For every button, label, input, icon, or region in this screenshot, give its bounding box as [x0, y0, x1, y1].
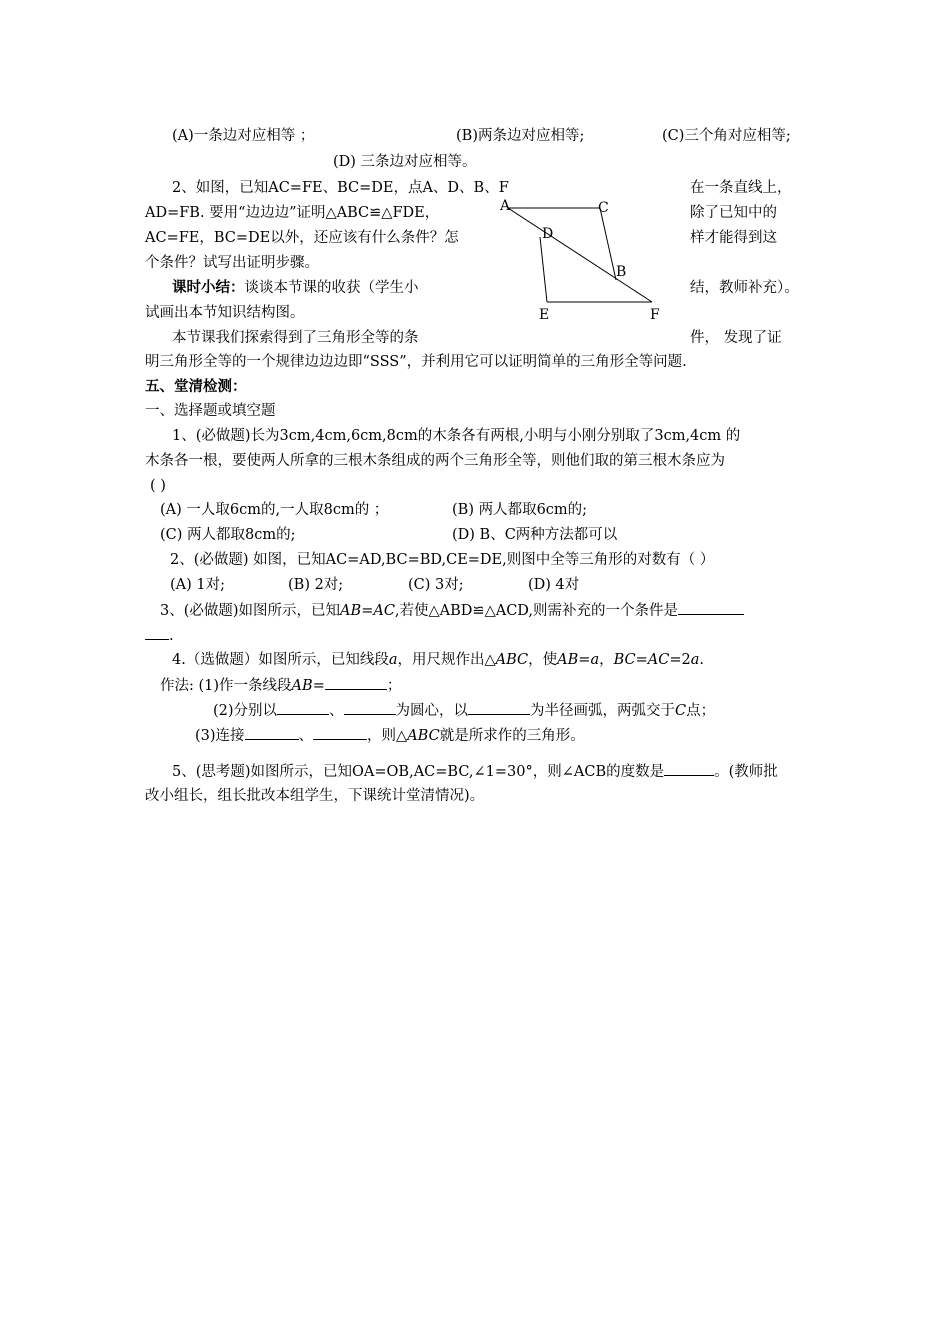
t4-m2-mid: 为圆心，以: [395, 703, 469, 719]
t4-eq2: =: [635, 652, 648, 668]
t3-ac: AC: [373, 603, 395, 619]
t4-method-line1: [160, 675, 401, 696]
t5-post: 。(教师批: [714, 764, 778, 780]
t4-m3-end: 就是所求作的三角形。: [439, 728, 585, 744]
option-b-prev: (B)两条边对应相等;: [456, 128, 585, 144]
t3-text-pre: 3、(必做题)如图所示，已知: [160, 603, 341, 619]
t4-eq3: =2: [669, 652, 691, 668]
t4-bc: BC: [613, 652, 636, 668]
label-a: A: [500, 198, 511, 214]
t4-m1-pre: (1)作一条线段: [198, 678, 292, 694]
t4-m3-pre: (3)连接: [195, 728, 245, 744]
q2-line4: 个条件？试写出证明步骤。: [145, 255, 319, 271]
label-c: C: [598, 200, 609, 216]
t4-m3-blank1: [245, 725, 299, 740]
summary-line2: 试画出本节知识结构图。: [145, 305, 305, 321]
q2-line3-right: 样才能得到这: [690, 230, 777, 246]
t4-m3-blank2: [313, 725, 367, 740]
q2-line2-left: AD=FB. 要用“边边边”证明△ABC≌△FDE，: [145, 205, 440, 221]
geometry-figure: [490, 190, 680, 330]
summary-text: 谈谈本节课的收获（学生小: [244, 280, 419, 296]
t4-m2-blank3: [468, 700, 530, 715]
t5-blank: [664, 761, 714, 776]
t1-line3: ( ): [150, 478, 166, 494]
t4-m3-sep: 、: [298, 728, 314, 744]
t4-a3: a: [690, 652, 700, 668]
segment-de: [540, 237, 547, 302]
label-f: F: [650, 307, 660, 323]
t4-mid: ，用尺规作出△: [397, 652, 496, 668]
q2-line1-left: 2、如图，已知AC=FE、BC=DE，点A、D、B、F: [172, 180, 509, 196]
summary-label: 课时小结：: [172, 279, 245, 296]
t4-ab: AB: [557, 652, 579, 668]
t4-m1-end: ；: [386, 678, 402, 694]
option-d-prev: (D) 三条边对应相等。: [333, 154, 477, 170]
t3-line1: [160, 600, 744, 621]
summary-line3-left: 本节课我们探索得到了三角形全等的条: [172, 330, 419, 346]
t1-option-b: (B) 两人都取6cm的;: [452, 502, 588, 518]
t2-option-a: (A) 1对;: [170, 577, 226, 593]
t4-pre: 4.（选做题）如图所示，已知线段: [172, 652, 389, 668]
t3-eq: =: [361, 603, 374, 619]
label-e: E: [539, 307, 550, 323]
t4-m3-abc: ABC: [407, 728, 440, 744]
t4-comma: ，: [599, 652, 614, 668]
t4-eqa: =: [578, 652, 591, 668]
t1-option-a: (A) 一人取6cm的,一人取8cm的 ；: [160, 502, 389, 518]
t4-m3-post: ，则△: [367, 728, 408, 744]
t4-line1: [172, 650, 704, 670]
t5-pre: 5、(思考题)如图所示，已知OA=OB,AC=BC,∠1=30°，则∠ACB的度数是: [172, 764, 665, 780]
t3-text-post: ,若使△ABD≌△ACD,则需补充的一个条件是: [394, 603, 679, 619]
t4-m2-c: C: [675, 703, 687, 719]
t1-line2: 木条各一根，要使两人所拿的三根木条组成的两个三角形全等，则他们取的第三根木条应为: [145, 453, 725, 469]
t2-option-b: (B) 2对;: [288, 577, 344, 593]
t3-ab: AB: [340, 603, 362, 619]
t4-m2-blank2: [344, 700, 396, 715]
t4-a2: a: [590, 652, 600, 668]
q2-line1-right: 在一条直线上，: [690, 180, 792, 196]
t3-answer-blank: [678, 600, 744, 615]
t3-line2: [145, 625, 174, 646]
t2-line1: 2、(必做题) 如图，已知AC=AD,BC=BD,CE=DE,则图中全等三角形的对数有（ ）: [170, 552, 715, 568]
option-c-prev: (C)三个角对应相等;: [662, 128, 791, 144]
t4-method-line2: [213, 700, 715, 721]
t1-option-c: (C) 两人都取8cm的;: [160, 527, 296, 543]
summary-line4: 明三角形全等的一个规律边边边即“SSS”，并利用它可以证明简单的三角形全等问题.: [145, 354, 687, 370]
t4-dot: .: [699, 652, 705, 668]
t3-answer-blank-cont: [145, 625, 169, 640]
t4-abc: ABC: [495, 652, 529, 668]
label-d: D: [542, 226, 554, 242]
t4-mid2: ，使: [528, 652, 558, 668]
t1-line1: 1、(必做题)长为3cm,4cm,6cm,8cm的木条各有两根,小明与小刚分别取了3cm,4cm 的: [172, 428, 741, 444]
summary-line1: [172, 278, 419, 298]
summary-line1-right: 结，教师补充）。: [690, 280, 799, 296]
summary-line3-right: 件， 发现了证: [690, 330, 782, 346]
t4-m2-pre: (2)分别以: [213, 703, 278, 719]
t4-a1: a: [388, 652, 398, 668]
section-heading: 五、堂清检测：: [145, 378, 247, 395]
t4-m2-end: 点；: [686, 703, 716, 719]
section-subheading: 一、选择题或填空题: [145, 403, 276, 419]
t3-end: .: [169, 628, 174, 644]
q2-line3-left: AC=FE，BC=DE以外，还应该有什么条件？怎: [145, 230, 459, 246]
t2-option-c: (C) 3对;: [408, 577, 464, 593]
t1-option-d: (D) B、C两种方法都可以: [452, 527, 618, 543]
t4-m2-blank1: [277, 700, 329, 715]
t4-m1-blank: [325, 675, 387, 690]
t2-option-d: (D) 4对: [528, 577, 580, 593]
label-b: B: [616, 264, 627, 280]
t4-ac: AC: [647, 652, 670, 668]
t4-m2-post: 为半径画弧，两弧交于: [530, 703, 676, 719]
t4-method-line3: [195, 725, 585, 746]
t5-line1: [172, 761, 778, 782]
t4-m1-ab: AB: [291, 678, 313, 694]
t4-m1-eq: =: [312, 678, 325, 694]
t5-line2: 改小组长，组长批改本组学生，下课统计堂清情况)。: [145, 788, 485, 804]
t4-m2-sep: 、: [329, 703, 344, 719]
q2-line2-right: 除了已知中的: [690, 205, 777, 221]
segment-af: [508, 208, 652, 302]
option-a-prev: (A)一条边对应相等 ；: [172, 128, 315, 144]
t4-method-label: 作法:: [160, 678, 199, 694]
